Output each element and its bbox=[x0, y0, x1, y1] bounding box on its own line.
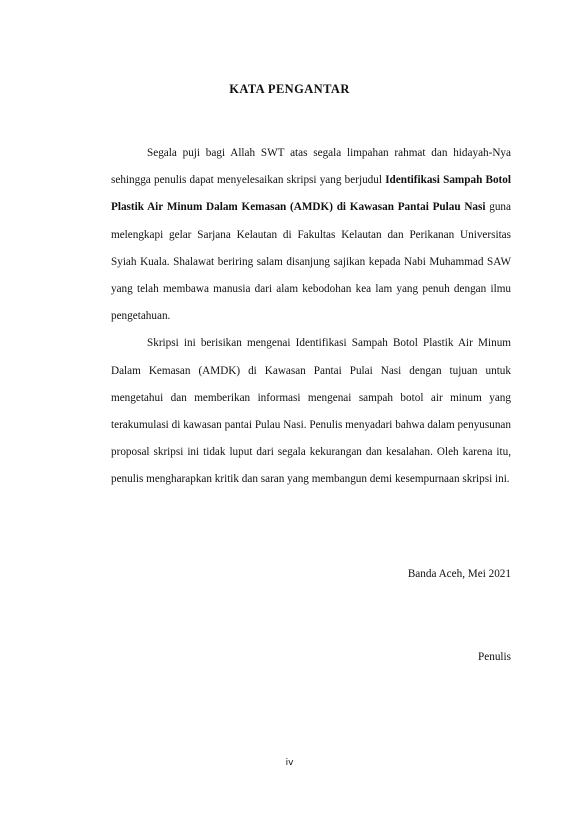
thesis-title: Identifikasi Sampah Botol Plastik Air Minum Dalam Kemasan (AMDK) di Kawasan Pantai Pulau Nasi bbox=[111, 174, 511, 214]
place-date: Banda Aceh, Mei 2021 bbox=[407, 568, 511, 580]
paragraph-1 bbox=[111, 140, 511, 330]
body-text bbox=[111, 140, 511, 494]
paragraph-1-rest: guna melengkapi gelar Sarjana Kelautan di Fakultas Kelautan dan Perikanan Universitas Syiah Kuala. Shalawat beriring salam disanjung sajikan kepada Nabi Muhammad SAW yang telah membawa manusia dari alam kebodohan kea lam yang penuh dengan ilmu pengetahuan. bbox=[111, 201, 511, 323]
author-signature: Penulis bbox=[478, 651, 511, 663]
paragraph-2: Skripsi ini berisikan mengenai Identifikasi Sampah Botol Plastik Air Minum Dalam Kemasan (AMDK) di Kawasan Pantai Pulai Nasi dengan tujuan untuk mengetahui dan memberikan informasi mengenai sampah botol air minum yang terakumulasi di kawasan pantai Pulau Nasi. Penulis menyadari bahwa dalam penyusunan proposal skripsi ini tidak luput dari segala kekurangan dan kesalahan. Oleh karena itu, penulis mengharapkan kritik dan saran yang membangun demi kesempurnaan skripsi ini. bbox=[111, 337, 511, 486]
paragraph-1-intro: Segala puji bagi Allah SWT atas segala limpahan rahmat dan hidayah-Nya sehingga penulis dapat menyelesaikan skripsi yang berjudul bbox=[111, 147, 511, 187]
page-title: KATA PENGANTAR bbox=[229, 82, 350, 96]
page-number: iv bbox=[285, 758, 294, 768]
